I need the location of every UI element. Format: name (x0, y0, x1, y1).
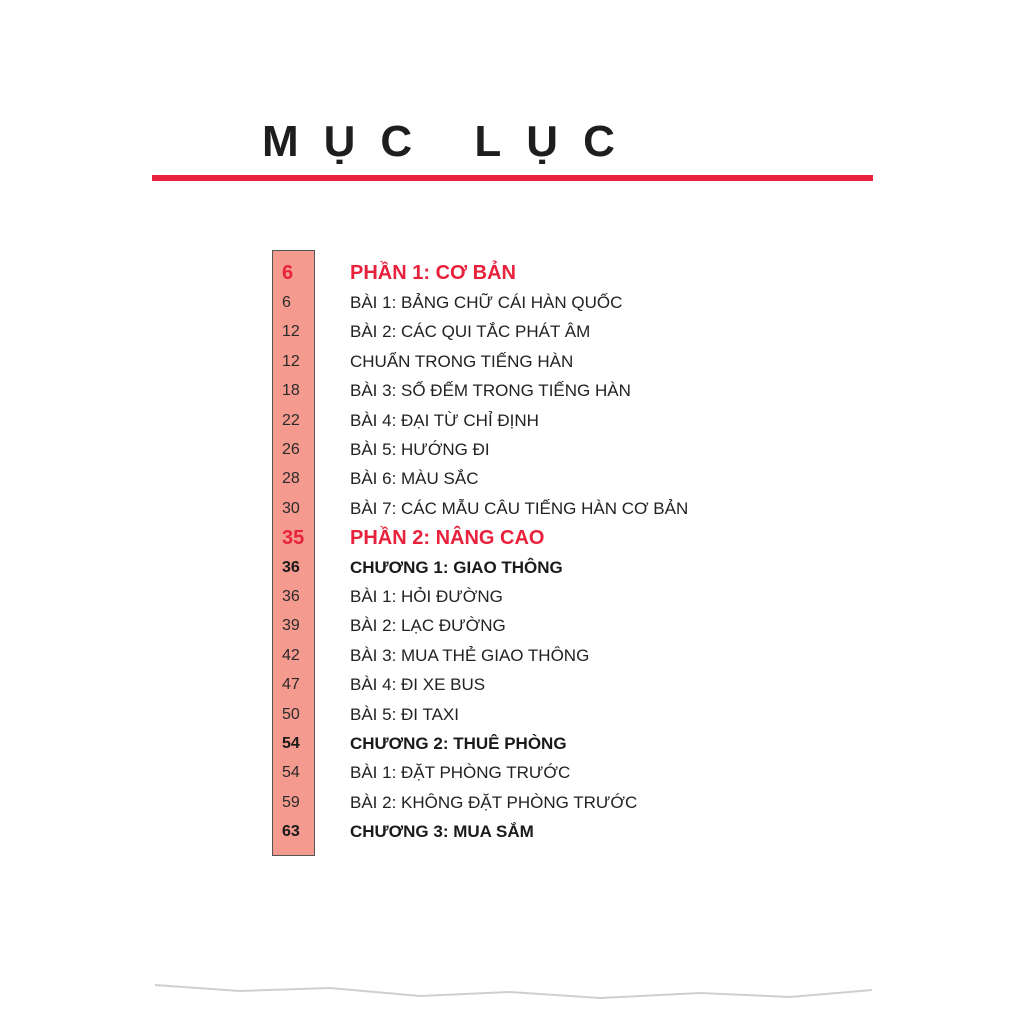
toc-entry-title: CHƯƠNG 2: THUÊ PHÒNG (350, 733, 567, 753)
toc-entry-title: BÀI 5: HƯỚNG ĐI (350, 440, 490, 460)
toc-entry-title: BÀI 2: CÁC QUI TẮC PHÁT ÂM (350, 322, 591, 342)
toc-entry (272, 435, 832, 464)
toc-entry-title: BÀI 1: ĐẶT PHÒNG TRƯỚC (350, 763, 571, 783)
toc-page-number: 63 (282, 823, 300, 841)
toc-entry (272, 817, 832, 846)
toc-page-number: 36 (282, 558, 300, 576)
toc-entry (272, 641, 832, 670)
toc-entry-title: BÀI 4: ĐẠI TỪ CHỈ ĐỊNH (350, 410, 539, 430)
toc-entry-title: BÀI 7: CÁC MẪU CÂU TIẾNG HÀN CƠ BẢN (350, 498, 689, 518)
toc-entry (272, 788, 832, 817)
toc-page-number: 6 (282, 262, 294, 285)
toc-page-number: 42 (282, 646, 300, 664)
toc-page-number: 28 (282, 470, 300, 488)
toc-page-number: 18 (282, 382, 300, 400)
toc-entry (272, 259, 832, 288)
toc-entry-title: CHƯƠNG 3: MUA SẮM (350, 822, 534, 842)
toc-page-number: 39 (282, 617, 300, 635)
toc-entry-title: PHẦN 1: CƠ BẢN (350, 262, 516, 285)
toc-entry-title: BÀI 1: BẢNG CHỮ CÁI HÀN QUỐC (350, 293, 623, 313)
toc-entry (272, 582, 832, 611)
toc-page-number: 35 (282, 526, 305, 549)
toc-page-number: 50 (282, 705, 300, 723)
toc-page-number: 59 (282, 793, 300, 811)
toc-entry (272, 524, 832, 553)
toc-entry-title: BÀI 5: ĐI TAXI (350, 704, 459, 724)
page-title: MỤC LỤC (262, 117, 640, 166)
toc-page-number: 6 (282, 294, 291, 312)
toc-page-number: 22 (282, 411, 300, 429)
table-of-contents (272, 259, 832, 847)
toc-entry (272, 729, 832, 758)
toc-entry-title: BÀI 2: LẠC ĐƯỜNG (350, 616, 506, 636)
toc-entry (272, 759, 832, 788)
toc-entry (272, 553, 832, 582)
toc-entry (272, 318, 832, 347)
toc-entry-title: CHUẨN TRONG TIẾNG HÀN (350, 351, 574, 371)
toc-page-number: 30 (282, 499, 300, 517)
toc-entry-title: BÀI 6: MÀU SẮC (350, 469, 479, 489)
toc-entry-title: BÀI 4: ĐI XE BUS (350, 675, 486, 695)
toc-page-number: 54 (282, 734, 300, 752)
toc-entry (272, 670, 832, 699)
toc-entry (272, 612, 832, 641)
toc-entry (272, 494, 832, 523)
toc-page-number: 12 (282, 323, 300, 341)
title-underline (152, 175, 873, 181)
toc-entry-title: BÀI 1: HỎI ĐƯỜNG (350, 586, 503, 606)
toc-entry-title: CHƯƠNG 1: GIAO THÔNG (350, 557, 563, 577)
toc-entry-title: BÀI 3: MUA THẺ GIAO THÔNG (350, 645, 590, 665)
toc-entry (272, 406, 832, 435)
toc-entry-title: PHẦN 2: NÂNG CAO (350, 526, 545, 549)
toc-entry (272, 465, 832, 494)
toc-page-number: 12 (282, 352, 300, 370)
toc-entry (272, 700, 832, 729)
toc-entry-title: BÀI 3: SỐ ĐẾM TRONG TIẾNG HÀN (350, 381, 631, 401)
toc-page-number: 36 (282, 587, 300, 605)
toc-entry (272, 347, 832, 376)
toc-entry (272, 288, 832, 317)
toc-page-number: 47 (282, 676, 300, 694)
toc-entry (272, 377, 832, 406)
toc-page-number: 26 (282, 441, 300, 459)
toc-page-number: 54 (282, 764, 300, 782)
toc-entry-title: BÀI 2: KHÔNG ĐẶT PHÒNG TRƯỚC (350, 792, 638, 812)
